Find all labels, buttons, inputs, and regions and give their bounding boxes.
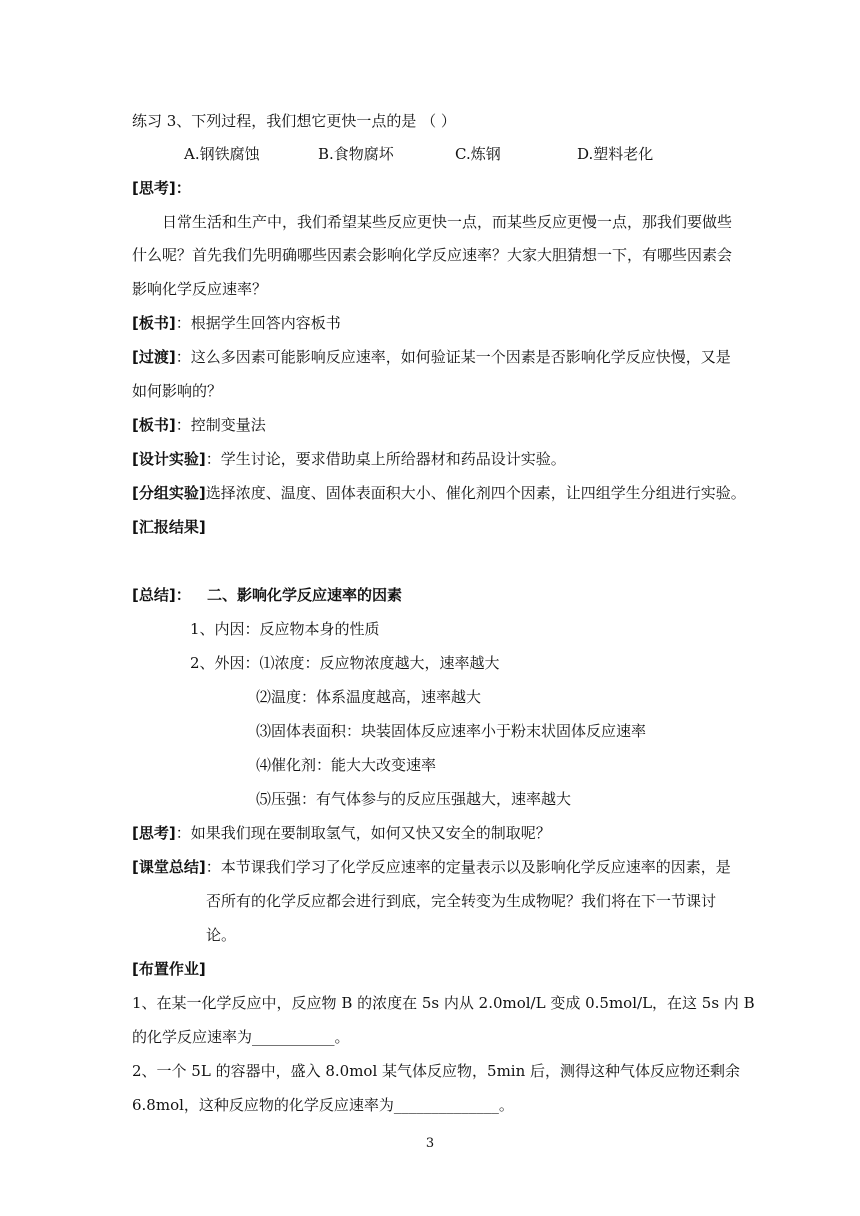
class-summary-text-line: 论。 <box>206 926 237 944</box>
think-text-line: 什么呢？首先我们先明确哪些因素会影响化学反应速率？大家大胆猜想一下，有哪些因素会 <box>132 246 733 264</box>
class-summary-text-line: 否所有的化学反应都会进行到底，完全转变为生成物呢？我们将在下一节课讨 <box>206 892 717 910</box>
option-c: C.炼钢 <box>455 145 501 163</box>
factor-item: ⑸压强：有气体参与的反应压强越大，速率越大 <box>256 790 572 808</box>
report-label: [汇报结果] <box>132 518 206 536</box>
board-text: ：根据学生回答内容板书 <box>175 314 341 332</box>
group-experiment <box>132 482 746 504</box>
summary-label: [总结]： <box>132 586 191 604</box>
homework-label: [布置作业] <box>132 960 206 978</box>
transition-label: [过渡] <box>132 348 176 366</box>
internal-factor: 1、内因：反应物本身的性质 <box>190 620 380 638</box>
factor-item: ⑷催化剂：能大大改变速率 <box>256 756 437 774</box>
page-number: 3 <box>425 1136 435 1151</box>
transition-text: ：这么多因素可能影响反应速率，如何验证某一个因素是否影响化学反应快慢，又是 <box>175 348 731 366</box>
think-note-2 <box>132 822 551 844</box>
transition-text-cont: 如何影响的？ <box>132 382 223 400</box>
class-summary-label: [课堂总结] <box>132 858 206 876</box>
board-note-2 <box>132 414 266 436</box>
homework-q2-line: 2、一个 5L 的容器中，盛入 8.0mol 某气体反应物，5min 后，测得这种气体反应物还剩余 <box>132 1062 741 1080</box>
class-summary-text: ：本节课我们学习了化学反应速率的定量表示以及影响化学反应速率的因素，是 <box>205 858 731 876</box>
board-label-2: [板书] <box>132 416 176 434</box>
option-b: B.食物腐坏 <box>318 145 394 163</box>
option-a: A.钢铁腐蚀 <box>184 145 260 163</box>
design-text: ：学生讨论，要求借助桌上所给器材和药品设计实验。 <box>205 450 566 468</box>
factor-item: ⑶固体表面积：块装固体反应速率小于粉末状固体反应速率 <box>256 722 647 740</box>
think-label: [思考]： <box>132 179 191 197</box>
summary-heading: 二、影响化学反应速率的因素 <box>207 586 403 604</box>
board-note <box>132 312 341 334</box>
external-factor: 2、外因：⑴浓度：反应物浓度越大，速率越大 <box>190 654 500 672</box>
factor-item: ⑵温度：体系温度越高，速率越大 <box>256 688 482 706</box>
design-label: [设计实验] <box>132 450 206 468</box>
think-label-2: [思考] <box>132 824 176 842</box>
option-d: D.塑料老化 <box>577 145 654 163</box>
exercise-question: 练习 3、下列过程，我们想它更快一点的是 （ ） <box>132 112 456 130</box>
homework-q2-line: 6.8mol，这种反应物的化学反应速率为______________。 <box>132 1096 514 1114</box>
board-label: [板书] <box>132 314 176 332</box>
homework-q1-line: 的化学反应速率为___________。 <box>132 1028 350 1046</box>
think-text-line: 日常生活和生产中，我们希望某些反应更快一点，而某些反应更慢一点，那我们要做些 <box>162 213 733 231</box>
group-label: [分组实验] <box>132 484 206 502</box>
homework-q1-line: 1、在某一化学反应中，反应物 B 的浓度在 5s 内从 2.0mol/L 变成 0.5mol/L，在这 5s 内 B <box>132 994 755 1012</box>
class-summary <box>132 856 731 878</box>
think-text-2: ：如果我们现在要制取氢气，如何又快又安全的制取呢？ <box>175 824 551 842</box>
transition-note <box>132 346 731 368</box>
board-text-2: ：控制变量法 <box>175 416 266 434</box>
think-text-line: 影响化学反应速率？ <box>132 280 268 298</box>
group-text: 选择浓度、温度、固体表面积大小、催化剂四个因素，让四组学生分组进行实验。 <box>205 484 746 502</box>
design-experiment <box>132 448 566 470</box>
